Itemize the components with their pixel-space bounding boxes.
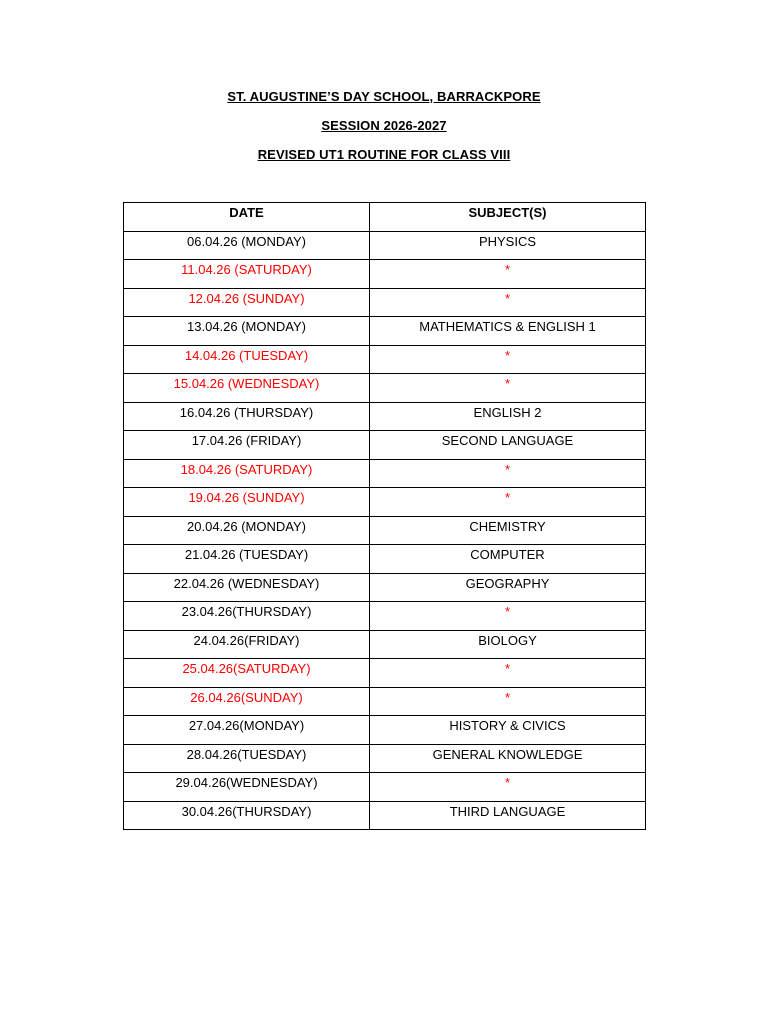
date-cell: 16.04.26 (THURSDAY)	[124, 402, 370, 431]
subject-cell: HISTORY & CIVICS	[370, 716, 646, 745]
subject-cell: *	[370, 260, 646, 289]
subject-cell: THIRD LANGUAGE	[370, 801, 646, 830]
table-row	[124, 231, 646, 260]
date-cell: 25.04.26(SATURDAY)	[124, 659, 370, 688]
date-cell: 11.04.26 (SATURDAY)	[124, 260, 370, 289]
date-cell: 24.04.26(FRIDAY)	[124, 630, 370, 659]
table-row	[124, 260, 646, 289]
table-row	[124, 459, 646, 488]
date-cell: 13.04.26 (MONDAY)	[124, 317, 370, 346]
table-row	[124, 402, 646, 431]
table-row	[124, 288, 646, 317]
subject-cell: *	[370, 659, 646, 688]
table-row	[124, 573, 646, 602]
date-cell: 22.04.26 (WEDNESDAY)	[124, 573, 370, 602]
date-cell: 30.04.26(THURSDAY)	[124, 801, 370, 830]
table-row	[124, 602, 646, 631]
date-cell: 26.04.26(SUNDAY)	[124, 687, 370, 716]
subject-cell: *	[370, 288, 646, 317]
school-name-heading: ST. AUGUSTINE’S DAY SCHOOL, BARRACKPORE	[227, 89, 541, 104]
subject-cell: COMPUTER	[370, 545, 646, 574]
table-header-row	[124, 203, 646, 232]
table-row	[124, 687, 646, 716]
date-cell: 12.04.26 (SUNDAY)	[124, 288, 370, 317]
subject-cell: MATHEMATICS & ENGLISH 1	[370, 317, 646, 346]
routine-table-body	[124, 231, 646, 830]
subject-cell: GEOGRAPHY	[370, 573, 646, 602]
table-row	[124, 630, 646, 659]
subject-cell: ENGLISH 2	[370, 402, 646, 431]
date-cell: 14.04.26 (TUESDAY)	[124, 345, 370, 374]
table-row	[124, 516, 646, 545]
routine-title-heading: REVISED UT1 ROUTINE FOR CLASS VIII	[257, 147, 511, 162]
date-cell: 17.04.26 (FRIDAY)	[124, 431, 370, 460]
subject-cell: *	[370, 488, 646, 517]
date-cell: 06.04.26 (MONDAY)	[124, 231, 370, 260]
subject-cell: *	[370, 773, 646, 802]
subject-cell: CHEMISTRY	[370, 516, 646, 545]
subject-cell: *	[370, 374, 646, 403]
subject-cell: BIOLOGY	[370, 630, 646, 659]
subject-cell: *	[370, 345, 646, 374]
date-column-header: DATE	[124, 203, 370, 232]
session-heading: SESSION 2026-2027	[321, 118, 447, 133]
subject-cell: *	[370, 459, 646, 488]
table-row	[124, 716, 646, 745]
subject-cell: GENERAL KNOWLEDGE	[370, 744, 646, 773]
table-row	[124, 488, 646, 517]
subject-cell: *	[370, 602, 646, 631]
subject-cell: SECOND LANGUAGE	[370, 431, 646, 460]
subject-column-header: SUBJECT(S)	[370, 203, 646, 232]
table-row	[124, 659, 646, 688]
date-cell: 21.04.26 (TUESDAY)	[124, 545, 370, 574]
table-row	[124, 317, 646, 346]
subject-cell: PHYSICS	[370, 231, 646, 260]
subject-cell: *	[370, 687, 646, 716]
table-row	[124, 374, 646, 403]
table-row	[124, 744, 646, 773]
table-row	[124, 545, 646, 574]
table-row	[124, 773, 646, 802]
table-row	[124, 345, 646, 374]
date-cell: 23.04.26(THURSDAY)	[124, 602, 370, 631]
date-cell: 20.04.26 (MONDAY)	[124, 516, 370, 545]
date-cell: 15.04.26 (WEDNESDAY)	[124, 374, 370, 403]
date-cell: 18.04.26 (SATURDAY)	[124, 459, 370, 488]
routine-table	[123, 202, 646, 830]
date-cell: 27.04.26(MONDAY)	[124, 716, 370, 745]
date-cell: 29.04.26(WEDNESDAY)	[124, 773, 370, 802]
date-cell: 19.04.26 (SUNDAY)	[124, 488, 370, 517]
date-cell: 28.04.26(TUESDAY)	[124, 744, 370, 773]
table-row	[124, 801, 646, 830]
table-row	[124, 431, 646, 460]
